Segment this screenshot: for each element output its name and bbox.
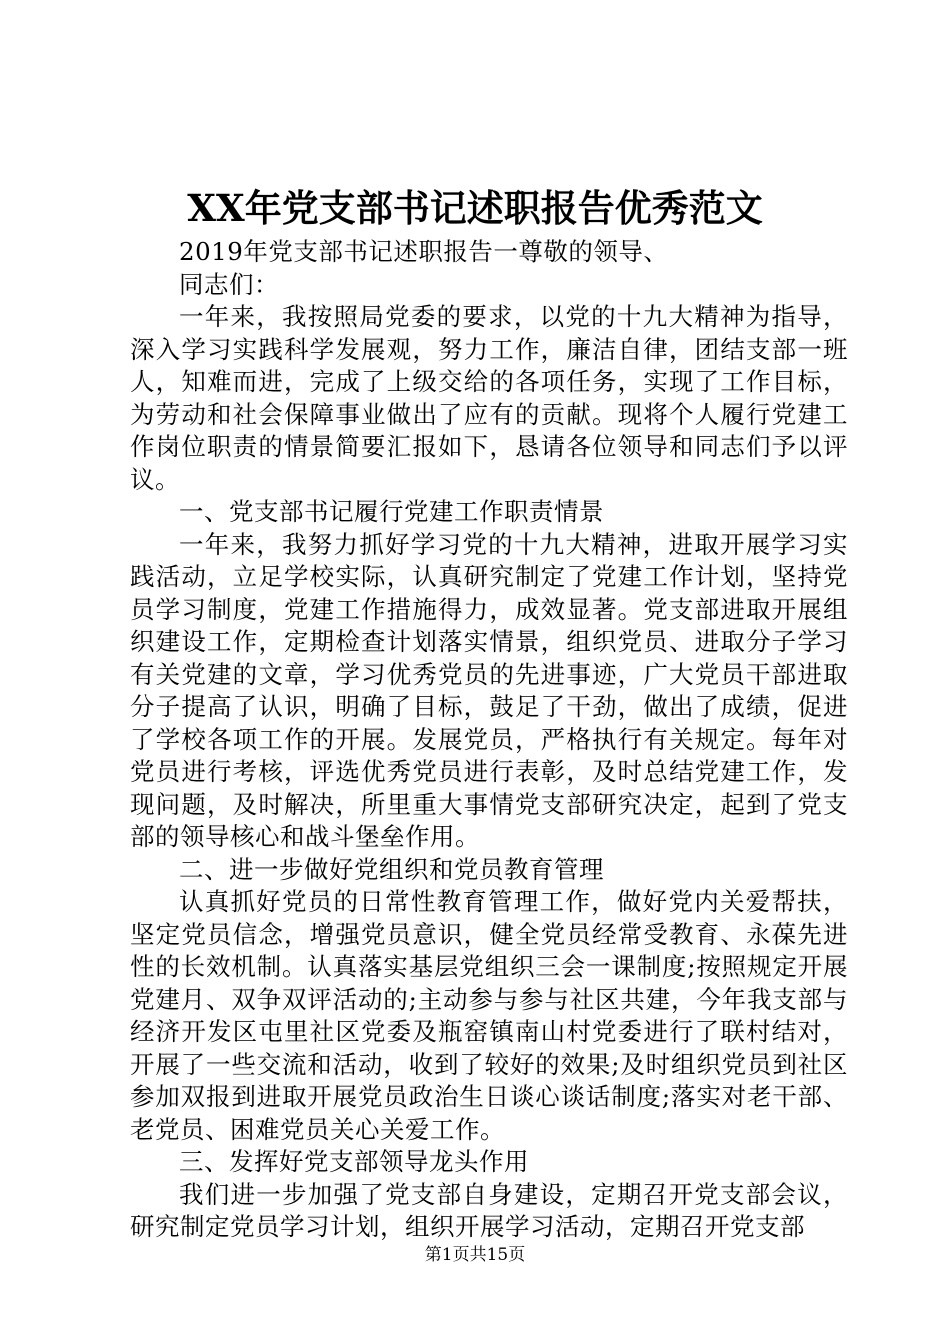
- document-body: [130, 236, 848, 1244]
- paragraph: 一年来，我努力抓好学习党的十九大精神，进取开展学习实践活动，立足学校实际，认真研究制定了党建工作计划，坚持党员学习制度，党建工作措施得力，成效显著。党支部进取开展组织建设工作，定期检查计划落实情景，组织党员、进取分子学习有关党建的文章，学习优秀党员的先进事迹，广大党员干部进取分子提高了认识，明确了目标，鼓足了干劲，做出了成绩，促进了学校各项工作的开展。发展党员，严格执行有关规定。每年对党员进行考核，评选优秀党员进行表彰，及时总结党建工作，发现问题，及时解决，所里重大事情党支部研究决定，起到了党支部的领导核心和战斗堡垒作用。: [130, 529, 848, 851]
- paragraph: 同志们：: [179, 269, 279, 299]
- page-footer: [0, 1243, 950, 1267]
- section-heading: 二、进一步做好党组织和党员教育管理: [179, 854, 604, 884]
- section-heading: 三、发挥好党支部领导龙头作用: [179, 1147, 529, 1176]
- paragraph: 认真抓好党员的日常性教育管理工作，做好党内关爱帮扶，坚定党员信念，增强党员意识，健全党员经常受教育、永葆先进性的长效机制。认真落实基层党组织三会一课制度;按照规定开展党建月、双争双评活动的;主动参与参与社区共建，今年我支部与经济开发区屯里社区党委及瓶窑镇南山村党委进行了联村结对，开展了一些交流和活动，收到了较好的效果;及时组织党员到社区参加双报到进取开展党员政治生日谈心谈话制度;落实对老干部、老党员、困难党员关心关爱工作。: [130, 887, 848, 1144]
- paragraph: 一年来，我按照局党委的要求，以党的十九大精神为指导，深入学习实践科学发展观，努力工作，廉洁自律，团结支部一班人，知难而进，完成了上级交给的各项任务，实现了工作目标，为劳动和社会保障事业做出了应有的贡献。现将个人履行党建工作岗位职责的情景简要汇报如下，恳请各位领导和同志们予以评议。: [130, 302, 848, 494]
- paragraph: 2019年党支部书记述职报告一尊敬的领导、: [179, 237, 669, 266]
- section-heading: 一、党支部书记履行党建工作职责情景: [179, 497, 604, 526]
- page-total: 共15页: [469, 1245, 526, 1265]
- paragraph: 我们进一步加强了党支部自身建设，定期召开党支部会议，研究制定党员学习计划，组织开展学习活动，定期召开党支部: [130, 1179, 848, 1241]
- page-number: 第1页: [424, 1245, 470, 1265]
- document-title: XX年党支部书记述职报告优秀范文: [187, 186, 763, 230]
